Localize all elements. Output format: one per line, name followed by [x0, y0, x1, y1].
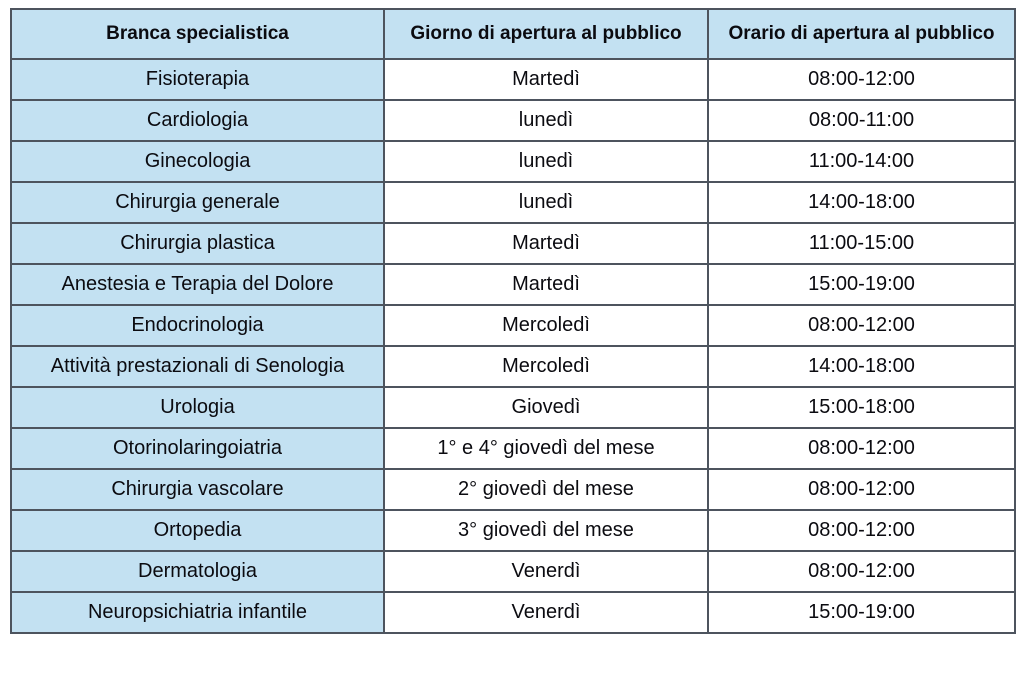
cell-orario-apertura: 08:00-12:00 — [708, 469, 1015, 510]
table-row — [11, 305, 1015, 346]
table-row — [11, 182, 1015, 223]
cell-orario-apertura: 08:00-12:00 — [708, 305, 1015, 346]
column-header-giorno-apertura: Giorno di apertura al pubblico — [384, 9, 708, 59]
cell-orario-apertura: 08:00-12:00 — [708, 59, 1015, 100]
cell-branca-specialistica: Chirurgia plastica — [11, 223, 384, 264]
cell-giorno-apertura: Mercoledì — [384, 346, 708, 387]
cell-orario-apertura: 08:00-12:00 — [708, 428, 1015, 469]
cell-branca-specialistica: Chirurgia generale — [11, 182, 384, 223]
table-row — [11, 510, 1015, 551]
table-row — [11, 428, 1015, 469]
cell-orario-apertura: 11:00-14:00 — [708, 141, 1015, 182]
cell-branca-specialistica: Otorinolaringoiatria — [11, 428, 384, 469]
cell-giorno-apertura: 3° giovedì del mese — [384, 510, 708, 551]
cell-giorno-apertura: 2° giovedì del mese — [384, 469, 708, 510]
table-row — [11, 141, 1015, 182]
cell-branca-specialistica: Neuropsichiatria infantile — [11, 592, 384, 633]
table-row — [11, 469, 1015, 510]
cell-branca-specialistica: Fisioterapia — [11, 59, 384, 100]
cell-giorno-apertura: Martedì — [384, 223, 708, 264]
cell-orario-apertura: 14:00-18:00 — [708, 346, 1015, 387]
table-header — [11, 9, 1015, 59]
cell-giorno-apertura: lunedì — [384, 141, 708, 182]
table-row — [11, 592, 1015, 633]
column-header-orario-apertura: Orario di apertura al pubblico — [708, 9, 1015, 59]
cell-branca-specialistica: Ginecologia — [11, 141, 384, 182]
cell-branca-specialistica: Anestesia e Terapia del Dolore — [11, 264, 384, 305]
table-row — [11, 100, 1015, 141]
cell-branca-specialistica: Attività prestazionali di Senologia — [11, 346, 384, 387]
table-row — [11, 551, 1015, 592]
table-row — [11, 59, 1015, 100]
cell-giorno-apertura: lunedì — [384, 182, 708, 223]
opening-hours-table — [10, 8, 1016, 634]
cell-branca-specialistica: Endocrinologia — [11, 305, 384, 346]
cell-orario-apertura: 15:00-18:00 — [708, 387, 1015, 428]
cell-giorno-apertura: Martedì — [384, 59, 708, 100]
cell-orario-apertura: 15:00-19:00 — [708, 592, 1015, 633]
table-row — [11, 346, 1015, 387]
header-row — [11, 9, 1015, 59]
table-row — [11, 223, 1015, 264]
cell-orario-apertura: 11:00-15:00 — [708, 223, 1015, 264]
table-row — [11, 387, 1015, 428]
cell-giorno-apertura: Mercoledì — [384, 305, 708, 346]
column-header-branca-specialistica: Branca specialistica — [11, 9, 384, 59]
cell-giorno-apertura: 1° e 4° giovedì del mese — [384, 428, 708, 469]
cell-giorno-apertura: lunedì — [384, 100, 708, 141]
cell-giorno-apertura: Venerdì — [384, 551, 708, 592]
cell-giorno-apertura: Giovedì — [384, 387, 708, 428]
cell-orario-apertura: 15:00-19:00 — [708, 264, 1015, 305]
cell-orario-apertura: 14:00-18:00 — [708, 182, 1015, 223]
cell-orario-apertura: 08:00-12:00 — [708, 510, 1015, 551]
table-body — [11, 59, 1015, 633]
cell-orario-apertura: 08:00-11:00 — [708, 100, 1015, 141]
cell-branca-specialistica: Chirurgia vascolare — [11, 469, 384, 510]
cell-branca-specialistica: Ortopedia — [11, 510, 384, 551]
cell-branca-specialistica: Cardiologia — [11, 100, 384, 141]
cell-giorno-apertura: Venerdì — [384, 592, 708, 633]
table-row — [11, 264, 1015, 305]
cell-branca-specialistica: Urologia — [11, 387, 384, 428]
cell-orario-apertura: 08:00-12:00 — [708, 551, 1015, 592]
cell-branca-specialistica: Dermatologia — [11, 551, 384, 592]
cell-giorno-apertura: Martedì — [384, 264, 708, 305]
